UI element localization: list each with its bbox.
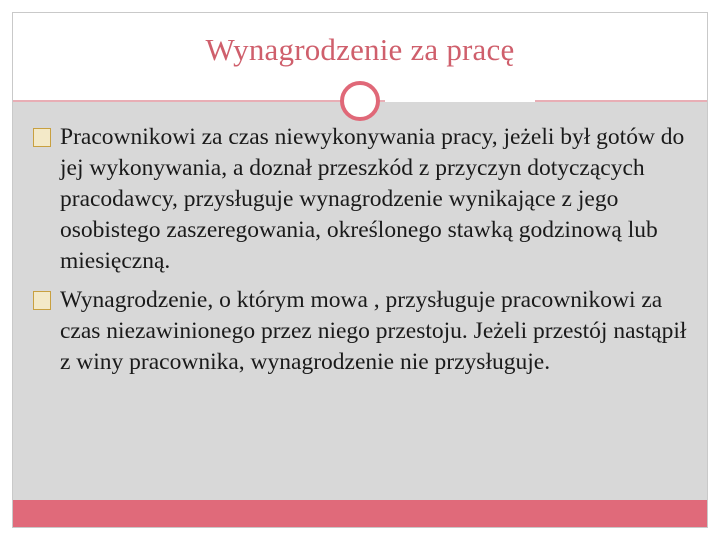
square-bullet-icon: [33, 291, 51, 310]
bottom-accent-bar: [13, 500, 707, 527]
bullet-text: Wynagrodzenie, o którym mowa , przysługuje pracownikowi za czas niezawinionego przez niego przestoju. Jeżeli przestój nastąpił z winy pracownika, wynagrodzenie nie przysługuje.: [60, 287, 687, 375]
slide-title: Wynagrodzenie za pracę: [205, 32, 515, 67]
bullet-text: Pracownikowi za czas niewykonywania pracy, jeżeli był gotów do jej wykonywania, a doznał przeszkód z przyczyn dotyczących pracodawcy, przysługuje wynagrodzenie wynikające z jego osobistego zaszeregowania, określonego stawką godzinową lub miesięczną.: [60, 124, 685, 274]
bullet-item: [33, 122, 693, 277]
bullet-list: [33, 122, 693, 386]
ring-icon: [340, 81, 380, 121]
title-divider-highlight: [385, 100, 535, 102]
bullet-item: [33, 285, 693, 378]
square-bullet-icon: [33, 128, 51, 147]
